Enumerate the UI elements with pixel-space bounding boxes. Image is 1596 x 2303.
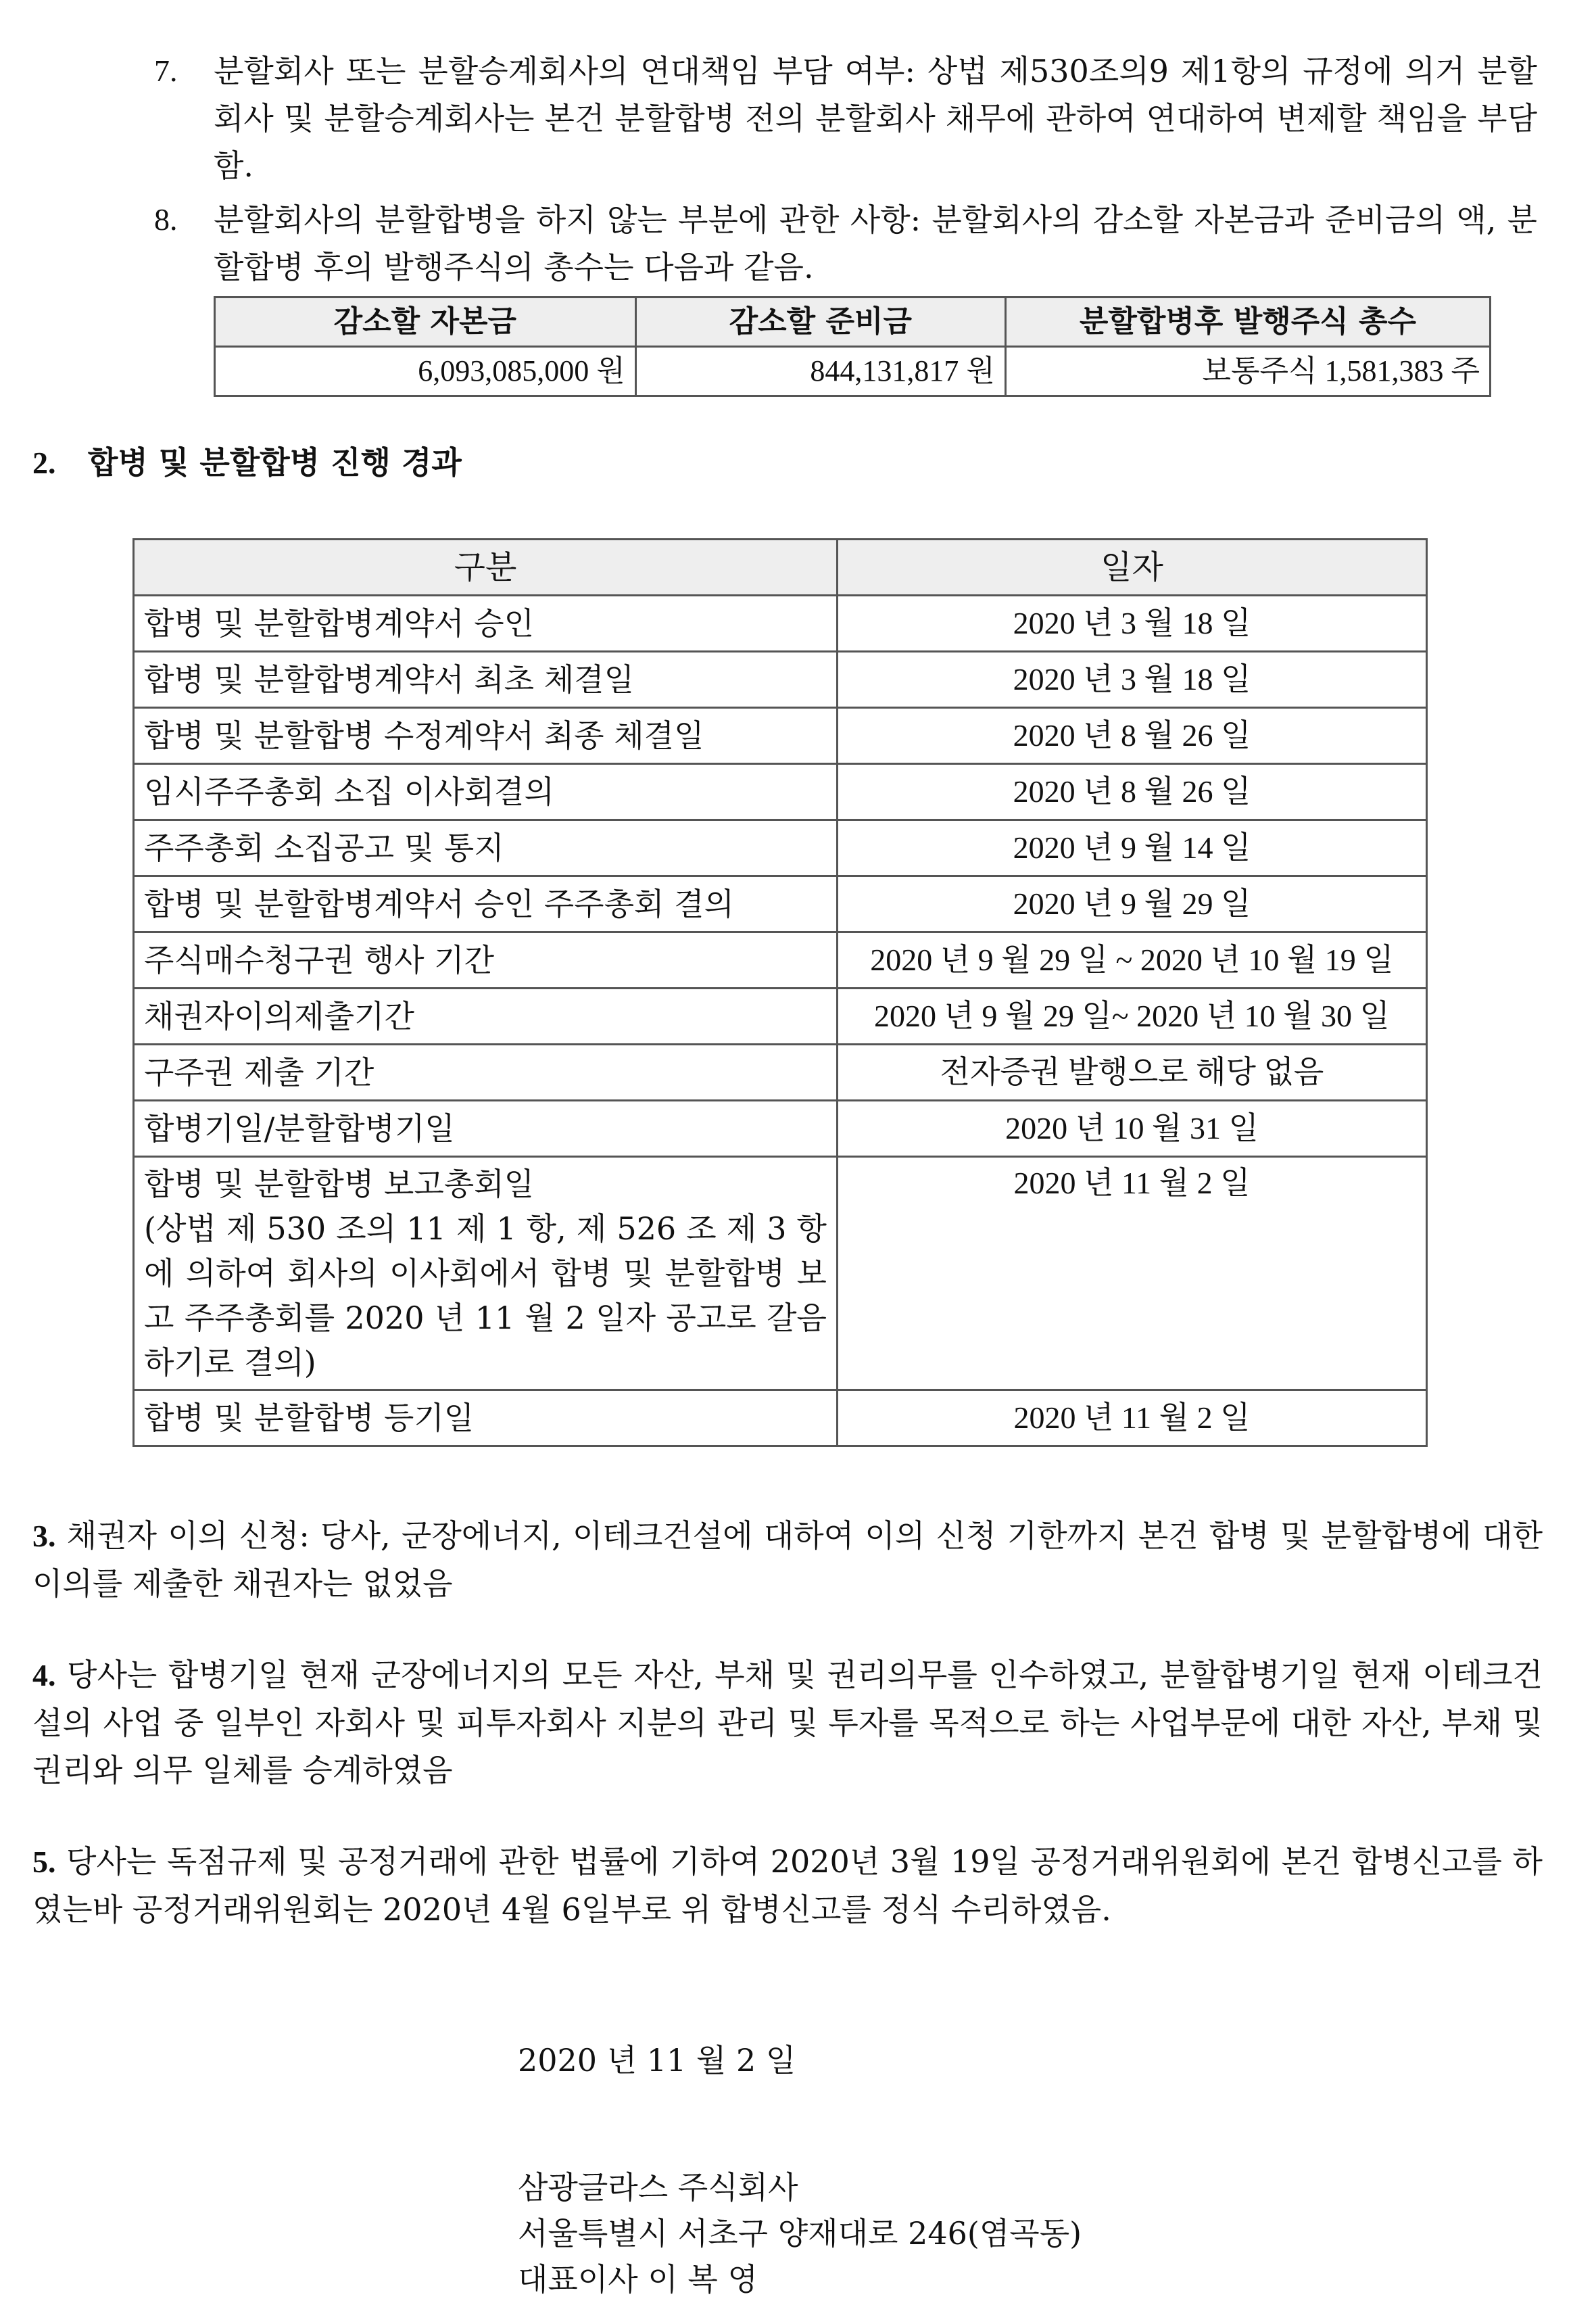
paragraph-number: 3. [32,1519,56,1553]
paragraph-3 [32,1512,1543,1607]
header-shares: 분할합병후 발행주식 총수 [1005,298,1490,347]
list-item-text: 분할회사 또는 분할승계회사의 연대책임 부담 여부: 상법 제530조의9 제1항의 규정에 의거 분할회사 및 분할승계회사는 본건 분할합병 전의 분할회사 채무에 관하여 연대하여 변제할 책임을 부담함. [214,53,1537,184]
header-category: 구분 [134,540,838,596]
section-title: 합병 및 분할합병 진행 경과 [88,444,462,481]
row-date: 2020 년 9 월 29 일 ~ 2020 년 10 월 19 일 [838,932,1427,989]
table-row [134,596,1427,652]
row-date: 2020 년 3 월 18 일 [838,652,1427,708]
list-item-7 [154,47,1537,189]
row-category: 주주총회 소집공고 및 통지 [134,820,838,876]
table-row [134,820,1427,876]
paragraph-text: 당사는 합병기일 현재 군장에너지의 모든 자산, 부채 및 권리의무를 인수하였고, 분할합병기일 현재 이테크건설의 사업 중 일부인 자회사 및 피투자회사 지분의 관리 및 투자를 목적으로 하는 사업부문에 대한 자산, 부채 및 권리와 의무 일체를 승계하였음 [32,1657,1543,1788]
row-category: 합병 및 분할합병계약서 승인 [134,596,838,652]
company-address: 서울특별시 서초구 양재대로 246(염곡동) [518,2215,1082,2252]
table-row [134,1101,1427,1157]
table-row [134,708,1427,764]
table-row [134,876,1427,932]
row-date: 2020 년 8 월 26 일 [838,708,1427,764]
table-row [134,652,1427,708]
list-item-8 [154,196,1537,291]
ceo-name: 대표이사 이 복 영 [518,2261,758,2298]
row-category: 합병 및 분할합병 등기일 [134,1390,838,1446]
table-row [134,989,1427,1045]
header-reserve: 감소할 준비금 [635,298,1005,347]
table-row [134,1045,1427,1101]
table-header-row [215,298,1491,347]
table-header-row [134,540,1427,596]
row-date: 2020 년 3 월 18 일 [838,596,1427,652]
paragraph-text: 채권자 이의 신청: 당사, 군장에너지, 이테크건설에 대하여 이의 신청 기한까지 본건 합병 및 분할합병에 대한 이의를 제출한 채권자는 없었음 [32,1517,1543,1602]
paragraph-4 [32,1651,1543,1794]
header-date: 일자 [838,540,1427,596]
row-date: 2020 년 8 월 26 일 [838,764,1427,820]
paragraph-number: 5. [32,1845,56,1879]
signature-date: 2020 년 11 월 2 일 [518,2042,796,2079]
cell-shares: 보통주식 1,581,383 주 [1005,347,1490,396]
row-category: 합병기일/분할합병기일 [134,1101,838,1157]
paragraph-5 [32,1838,1543,1933]
company-name: 삼광글라스 주식회사 [518,2169,798,2206]
table-row [134,1157,1427,1390]
paragraph-number: 4. [32,1658,56,1692]
table-row [134,932,1427,989]
section-2-heading [32,438,462,483]
capital-reduction-table [214,296,1491,397]
row-date: 2020 년 9 월 29 일~ 2020 년 10 월 30 일 [838,989,1427,1045]
row-category: 임시주주총회 소집 이사회결의 [134,764,838,820]
table-row [134,1390,1427,1446]
row-date: 전자증권 발행으로 해당 없음 [838,1045,1427,1101]
paragraph-text: 당사는 독점규제 및 공정거래에 관한 법률에 기하여 2020년 3월 19일 공정거래위원회에 본건 합병신고를 하였는바 공정거래위원회는 2020년 4월 6일부로 위 합병신고를 정식 수리하였음. [32,1843,1543,1928]
table-row [215,347,1491,396]
list-item-number: 7. [154,53,178,88]
cell-reserve: 844,131,817 원 [635,347,1005,396]
row-date: 2020 년 10 월 31 일 [838,1101,1427,1157]
table-row [134,764,1427,820]
list-item-text: 분할회사의 분할합병을 하지 않는 부분에 관한 사항: 분할회사의 감소할 자본금과 준비금의 액, 분할합병 후의 발행주식의 총수는 다음과 같음. [214,201,1537,285]
row-category: 합병 및 분할합병 보고총회일 [144,1166,535,1202]
row-category-with-note [134,1157,838,1390]
row-note: (상법 제 530 조의 11 제 1 항, 제 526 조 제 3 항에 의하여 회사의 이사회에서 합병 및 분할합병 보고 주주총회를 2020 년 11 월 2 일자 공고로 갈음하기로 결의) [144,1210,827,1381]
row-category: 합병 및 분할합병계약서 최초 체결일 [134,652,838,708]
row-category: 채권자이의제출기간 [134,989,838,1045]
row-date: 2020 년 9 월 29 일 [838,876,1427,932]
section-number: 2. [32,446,56,480]
row-category: 구주권 제출 기간 [134,1045,838,1101]
list-item-number: 8. [154,202,178,237]
merger-progress-table [132,538,1428,1447]
row-date: 2020 년 11 월 2 일 [838,1390,1427,1446]
row-date: 2020 년 11 월 2 일 [838,1157,1427,1390]
row-date: 2020 년 9 월 14 일 [838,820,1427,876]
header-capital: 감소할 자본금 [215,298,636,347]
row-category: 합병 및 분할합병계약서 승인 주주총회 결의 [134,876,838,932]
row-category: 주식매수청구권 행사 기간 [134,932,838,989]
row-category: 합병 및 분할합병 수정계약서 최종 체결일 [134,708,838,764]
cell-capital: 6,093,085,000 원 [215,347,636,396]
